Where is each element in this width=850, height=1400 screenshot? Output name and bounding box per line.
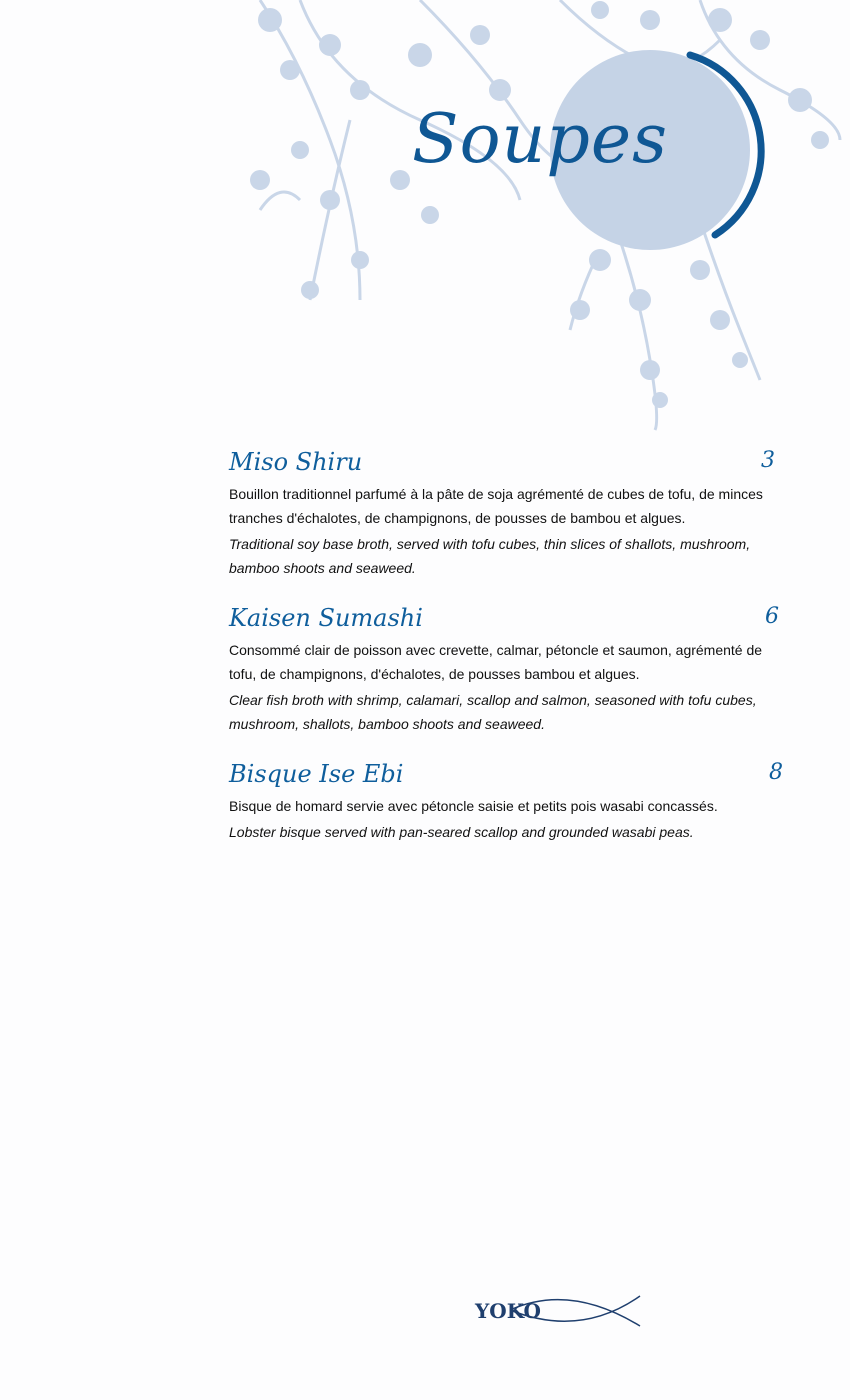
svg-text:YOKO: YOKO bbox=[475, 1299, 541, 1323]
item-description-en: Clear fish broth with shrimp, calamari, scallop and salmon, seasoned with tofu cubes, mushroom, shallots, bamboo shoots and seaweed. bbox=[229, 692, 757, 732]
item-price: 6 bbox=[765, 604, 779, 629]
yoko-logo bbox=[470, 1288, 650, 1333]
item-description-fr: Consommé clair de poisson avec crevette, calmar, pétoncle et saumon, agrémenté de tofu, de champignons, d'échalotes, de pousses bambou et algues. bbox=[229, 642, 763, 682]
item-price: 8 bbox=[769, 760, 783, 785]
item-description-en: Lobster bisque served with pan-seared scallop and grounded wasabi peas. bbox=[229, 824, 694, 840]
item-price: 3 bbox=[761, 448, 775, 473]
item-description-fr: Bouillon traditionnel parfumé à la pâte de soja agrémenté de cubes de tofu, de minces tranches d'échalotes, de champignons, de pousses de bambou et algues. bbox=[229, 486, 763, 526]
menu-item bbox=[229, 760, 789, 844]
item-name: Miso Shiru bbox=[229, 448, 363, 476]
item-description-fr: Bisque de homard servie avec pétoncle saisie et petits pois wasabi concassés. bbox=[229, 798, 718, 814]
cherry-blossom-background bbox=[0, 0, 850, 450]
menu-item bbox=[229, 604, 789, 736]
page-title: Soupes bbox=[412, 100, 668, 179]
item-name: Bisque Ise Ebi bbox=[229, 760, 404, 788]
item-description-en: Traditional soy base broth, served with tofu cubes, thin slices of shallots, mushroom, bamboo shoots and seaweed. bbox=[229, 536, 751, 576]
soup-menu bbox=[229, 448, 789, 868]
item-name: Kaisen Sumashi bbox=[229, 604, 423, 632]
menu-item bbox=[229, 448, 789, 580]
